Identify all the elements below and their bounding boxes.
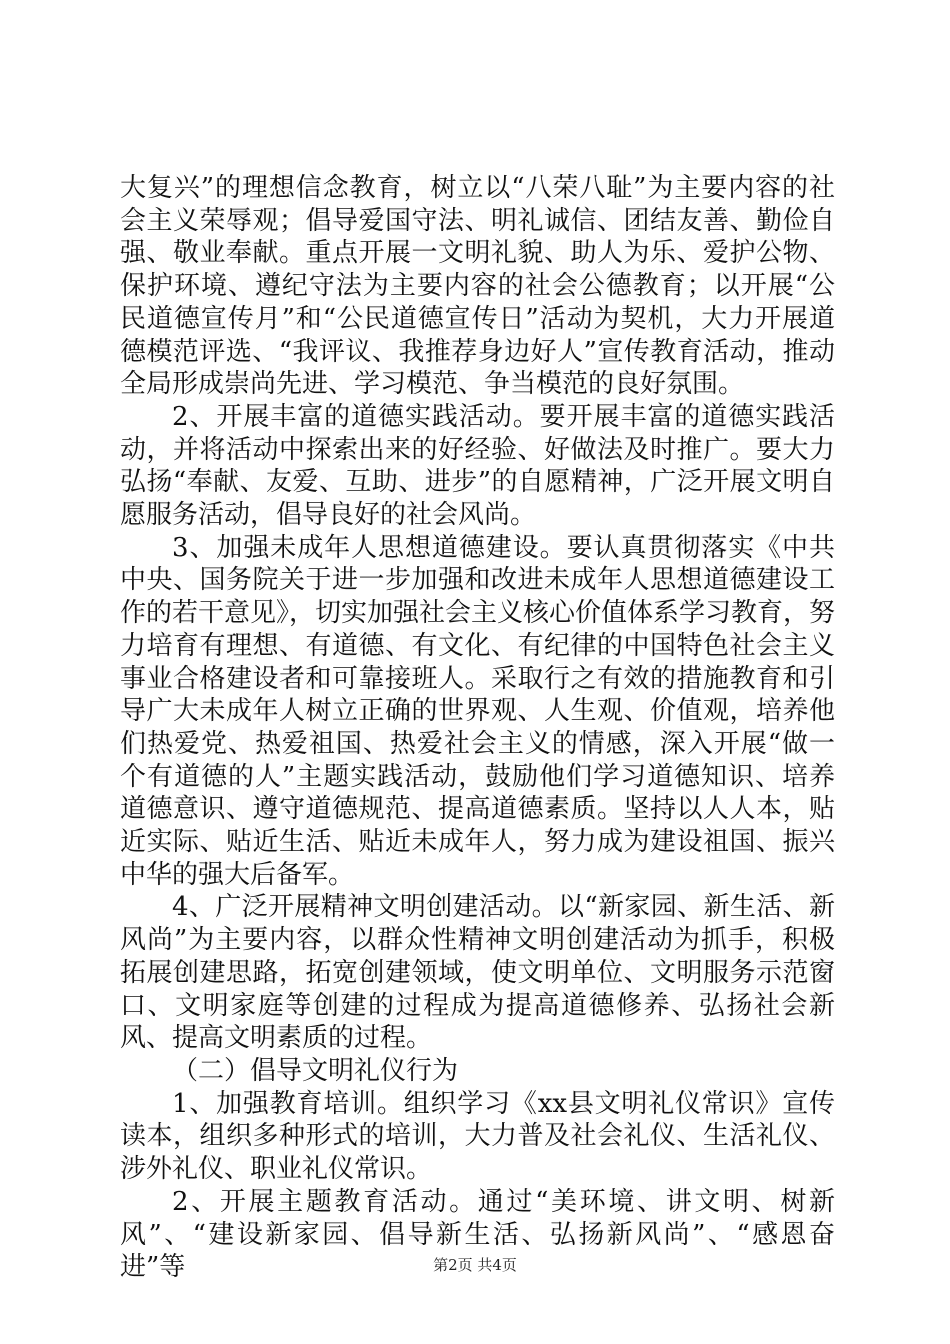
paragraph-moral-practice: 2、开展丰富的道德实践活动。要开展丰富的道德实践活动，并将活动中探索出来的好经验、好做法及时推广。要大力弘扬“奉献、友爱、互助、进步”的自愿精神，广泛开展文明自愿服务活动，倡导良好的社会风尚。 xyxy=(120,401,835,531)
paragraph-education-training: 1、加强教育培训。组织学习《xx县文明礼仪常识》宣传读本，组织多种形式的培训，大力普及社会礼仪、生活礼仪、涉外礼仪、职业礼仪常识。 xyxy=(120,1088,835,1185)
paragraph-civilization-building: 4、广泛开展精神文明创建活动。以“新家园、新生活、新风尚”为主要内容，以群众性精神文明创建活动为抓手，积极拓展创建思路，拓宽创建领域，使文明单位、文明服务示范窗口、文明家庭等创建的过程成为提高道德修养、弘扬社会新风、提高文明素质的过程。 xyxy=(120,892,835,1054)
page-number-footer: 第2页 共4页 xyxy=(433,1256,517,1274)
paragraph-continuation: 大复兴”的理想信念教育，树立以“八荣八耻”为主要内容的社会主义荣辱观；倡导爱国守法、明礼诚信、团结友善、勤俭自强、敬业奉献。重点开展一文明礼貌、助人为乐、爱护公物、保护环境、遵纪守法为主要内容的社会公德教育；以开展“公民道德宣传月”和“公民道德宣传日”活动为契机，大力开展道德模范评选、“我评议、我推荐身边好人”宣传教育活动，推动全局形成崇尚先进、学习模范、争当模范的良好氛围。 xyxy=(120,173,835,400)
section-heading-etiquette: （二）倡导文明礼仪行为 xyxy=(172,1055,459,1086)
document-body xyxy=(120,172,835,1284)
paragraph-minors-moral: 3、加强未成年人思想道德建设。要认真贯彻落实《中共中央、国务院关于进一步加强和改进未成年人思想道德建设工作的若干意见》，切实加强社会主义核心价值体系学习教育，努力培育有理想、有道德、有文化、有纪律的中国特色社会主义事业合格建设者和可靠接班人。采取行之有效的措施教育和引导广大未成年人树立正确的世界观、人生观、价值观，培养他们热爱党、热爱祖国、热爱社会主义的情感，深入开展“做一个有道德的人”主题实践活动，鼓励他们学习道德知识、培养道德意识、遵守道德规范、提高道德素质。坚持以人人本，贴近实际、贴近生活、贴近未成年人，努力成为建设祖国、振兴中华的强大后备军。 xyxy=(120,532,836,890)
paragraph-theme-activities: 2、开展主题教育活动。通过“美环境、讲文明、树新风”、“建设新家园、倡导新生活、弘扬新风尚”、“感恩奋进”等 xyxy=(120,1186,835,1283)
